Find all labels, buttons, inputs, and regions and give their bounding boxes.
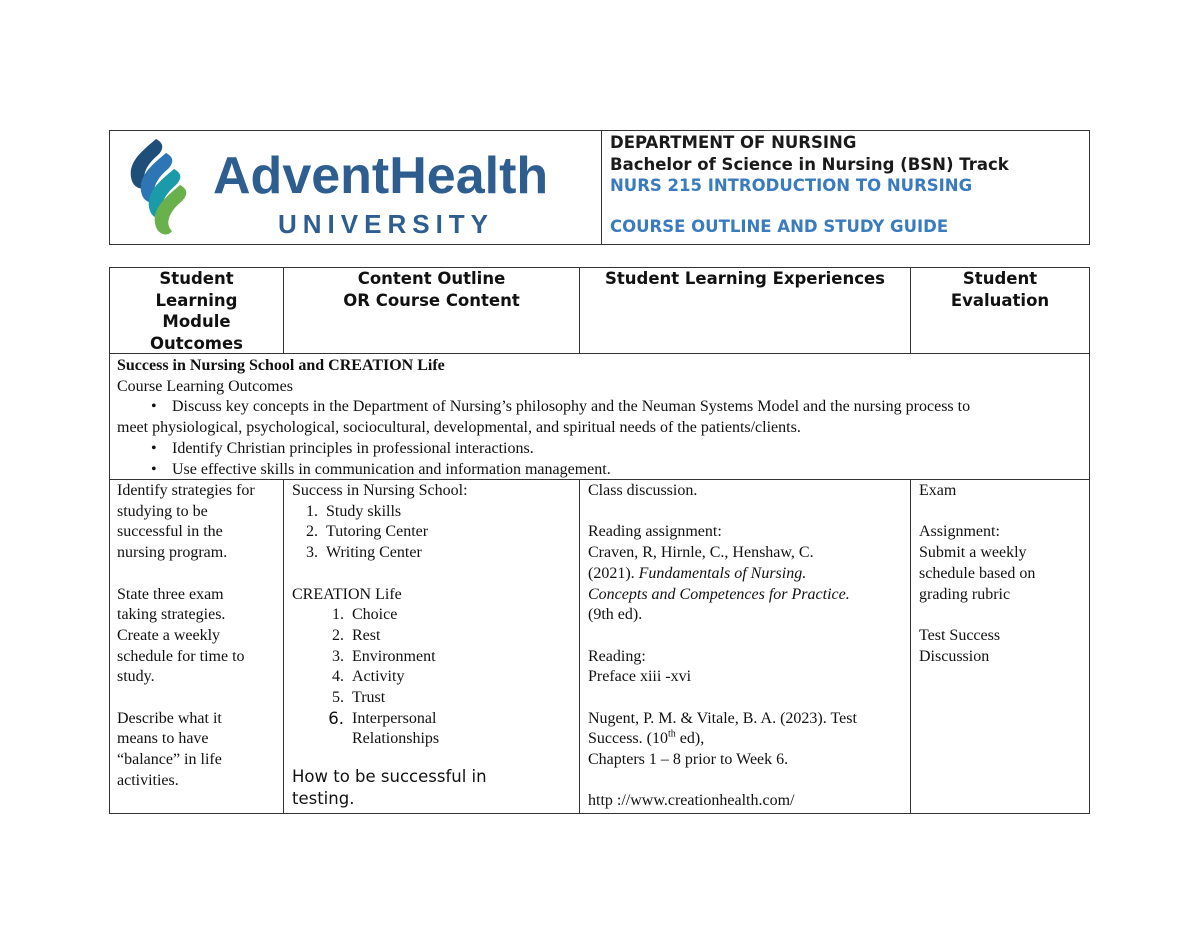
list-item-continuation: meet physiological, psychological, sociocultural, developmental, and spiritual needs of the patients/clients. <box>117 419 801 437</box>
content-heading: Success in Nursing School: <box>292 482 468 499</box>
book-subtitle: Concepts and Competences for Practice. <box>588 585 850 603</box>
bullet-icon: • <box>151 460 157 478</box>
document-title: COURSE OUTLINE AND STUDY GUIDE <box>610 216 949 236</box>
list-item: • Discuss key concepts in the Department of Nursing’s philosophy and the Neuman Systems Model and the nursing process to <box>117 397 1082 418</box>
success-list <box>292 502 576 564</box>
list-item: 5. Trust <box>332 689 386 707</box>
outcomes-cell: Identify strategies for studying to be successful in the nursing program. State three exam taking strategies. Create a weekly schedule for time to study. Describe what it means to have “balance” in life activities. <box>117 482 255 789</box>
list-item: 3. Writing Center <box>306 544 422 562</box>
course-outline-table <box>109 267 1090 814</box>
list-item: 6. Interpersonal <box>328 708 437 728</box>
list-item: 1. Study skills <box>306 502 402 520</box>
logo-wordmark: AdventHealth <box>213 147 549 205</box>
content-cell <box>292 481 576 810</box>
list-item: 2. Tutoring Center <box>306 523 429 541</box>
list-item: 2. Rest <box>332 626 381 644</box>
testing-heading: How to be successful in <box>292 767 487 787</box>
department-label: DEPARTMENT OF NURSING <box>610 133 857 152</box>
experiences-cell: Class discussion. Reading assignment: Craven, R, Hirnle, C., Henshaw, C. (2021). Fundamentals of Nursing. Concepts and Competences for Practice. (9th ed). Reading: Preface xiii -xvi Nugent, P. M. & Vitale, B. A. (2023). Test Success. (10th ed), Chapters 1 – 8 prior to Week 6. http ://www.creationhealth.com/ <box>588 481 906 812</box>
list-item-continuation: Relationships <box>352 730 440 748</box>
header-learning-experiences: Student Learning Experiences <box>604 269 886 288</box>
section-row <box>117 356 1082 480</box>
list-item: 4. Activity <box>332 668 405 686</box>
book-title: Fundamentals of Nursing. <box>638 564 807 582</box>
list-item: 3. Environment <box>332 647 436 665</box>
testing-heading-continuation: testing. <box>292 789 355 809</box>
header-text-block <box>610 132 1009 237</box>
header-divider <box>601 131 602 244</box>
adventhealth-university-logo <box>118 133 588 241</box>
bullet-icon: • <box>151 439 157 457</box>
track-label: Bachelor of Science in Nursing (BSN) Track <box>610 154 1009 174</box>
header-learning-outcomes: Student Learning Module Outcomes <box>150 269 243 353</box>
logo-mark-icon <box>131 139 187 234</box>
header-content-outline: Content Outline OR Course Content <box>343 269 520 310</box>
course-label: NURS 215 INTRODUCTION TO NURSING <box>610 176 973 195</box>
list-item: • Use effective skills in communication and information management. <box>117 460 1082 481</box>
course-outcomes-list <box>117 397 1082 480</box>
list-item: • Identify Christian principles in professional interactions. <box>117 439 1082 460</box>
content-heading: CREATION Life <box>292 585 402 603</box>
section-subtitle: Course Learning Outcomes <box>117 377 293 395</box>
document-header <box>109 130 1090 245</box>
list-item: 1. Choice <box>332 606 398 624</box>
section-title: Success in Nursing School and CREATION Life <box>117 357 445 374</box>
creation-list <box>292 605 576 750</box>
evaluation-cell: Exam Assignment: Submit a weekly schedule based on grading rubric Test Success Discussion <box>919 482 1036 665</box>
bullet-icon: • <box>151 398 157 416</box>
header-evaluation: Student Evaluation <box>950 269 1050 310</box>
logo-subtitle: UNIVERSITY <box>278 209 495 239</box>
creationhealth-link[interactable]: http ://www.creationhealth.com/ <box>588 792 795 810</box>
